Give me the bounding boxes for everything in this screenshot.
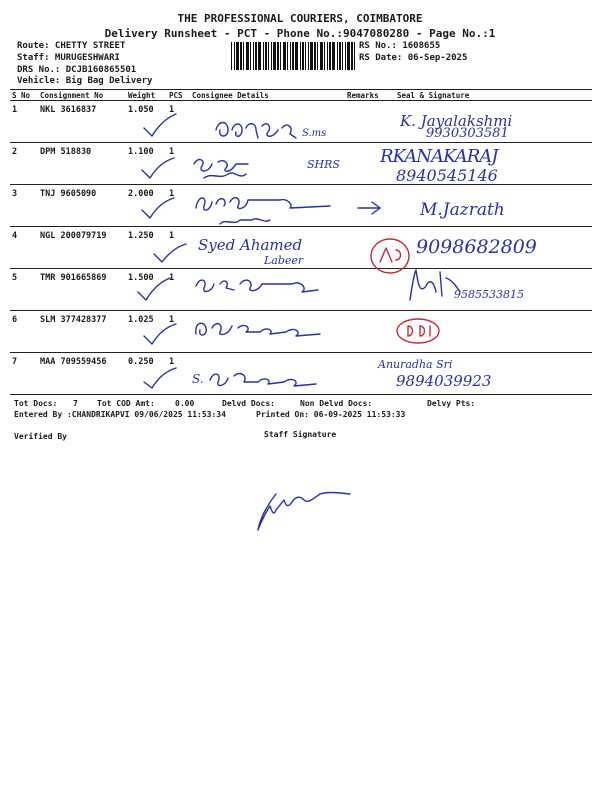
col-header-seal: Seal & Signature <box>385 90 592 101</box>
row-weight: 1.100 <box>126 143 167 185</box>
table-header-row <box>10 90 592 101</box>
delvd-docs-label: Delvd Docs: <box>222 399 275 408</box>
row-sno: 3 <box>10 185 38 227</box>
row-consignment: SLM 377428377 <box>38 311 126 353</box>
tot-cod-label: Tot COD Amt: <box>97 399 155 408</box>
row-consignee <box>190 143 345 185</box>
col-header-remarks: Remarks <box>345 90 385 101</box>
row-pcs: 1 <box>167 185 190 227</box>
table-row <box>10 143 592 185</box>
staff-label: Staff: MURUGESHWARI <box>17 53 120 63</box>
row-weight: 1.050 <box>126 101 167 143</box>
rs-number: RS No.: 1608655 <box>359 41 441 51</box>
consignee-handwriting: S.ms <box>302 128 327 139</box>
row-seal <box>385 185 592 227</box>
row-seal <box>385 311 592 353</box>
tot-docs-label: Tot Docs: <box>14 399 58 408</box>
rs-date: RS Date: 06-Sep-2025 <box>359 53 468 63</box>
row-remarks <box>345 227 385 269</box>
row-consignment: DPM 518830 <box>38 143 126 185</box>
verified-by-label: Verified By <box>14 432 67 441</box>
vehicle-label: Vehicle: Big Bag Delivery <box>17 76 153 86</box>
row-sno: 5 <box>10 269 38 311</box>
row-pcs: 1 <box>167 227 190 269</box>
col-header-consignment: Consignment No <box>38 90 126 101</box>
row-consignee <box>190 311 345 353</box>
row-pcs: 1 <box>167 101 190 143</box>
runsheet-table <box>10 89 592 395</box>
col-header-weight: Weight <box>126 90 167 101</box>
entered-by: Entered By :CHANDRIKAPVI 09/06/2025 11:53:34 <box>14 410 226 419</box>
col-header-sno: S No <box>10 90 38 101</box>
row-weight: 1.250 <box>126 227 167 269</box>
runsheet-subtitle: Delivery Runsheet - PCT - Phone No.:9047080280 - Page No.:1 <box>104 27 496 40</box>
receiver-phone-handwriting: 9585533815 <box>454 288 524 301</box>
row-remarks <box>345 101 385 143</box>
receiver-name-handwriting: Anuradha Sri <box>378 358 453 371</box>
table-row <box>10 185 592 227</box>
row-consignment: MAA 709559456 <box>38 353 126 395</box>
delvy-pts-label: Delvy Pts: <box>427 399 476 408</box>
tot-docs-value: 7 <box>73 399 78 408</box>
row-consignee <box>190 227 345 269</box>
row-remarks <box>345 185 385 227</box>
row-remarks <box>345 143 385 185</box>
row-remarks <box>345 269 385 311</box>
row-sno: 4 <box>10 227 38 269</box>
row-remarks <box>345 311 385 353</box>
receiver-phone-handwriting: 8940545146 <box>396 166 498 185</box>
receiver-phone-handwriting: 9098682809 <box>416 236 537 258</box>
row-seal <box>385 353 592 395</box>
table-row <box>10 227 592 269</box>
row-consignment: NGL 200079719 <box>38 227 126 269</box>
row-weight: 1.500 <box>126 269 167 311</box>
receiver-name-handwriting: K. Jayalakshmi <box>400 112 513 130</box>
row-seal <box>385 143 592 185</box>
row-pcs: 1 <box>167 269 190 311</box>
staff-signature-scribble <box>254 486 364 536</box>
row-consignment: TMR 901665869 <box>38 269 126 311</box>
row-sno: 6 <box>10 311 38 353</box>
company-name: THE PROFESSIONAL COURIERS, COIMBATORE <box>177 12 423 25</box>
row-sno: 2 <box>10 143 38 185</box>
row-consignee <box>190 185 345 227</box>
col-header-pcs: PCS <box>167 90 190 101</box>
row-sno: 7 <box>10 353 38 395</box>
row-weight: 2.000 <box>126 185 167 227</box>
row-seal <box>385 227 592 269</box>
row-weight: 1.025 <box>126 311 167 353</box>
consignee-handwriting: Labeer <box>264 254 304 267</box>
barcode <box>231 42 356 70</box>
row-consignee <box>190 101 345 143</box>
route-label: Route: CHETTY STREET <box>17 41 126 51</box>
row-consignment: TNJ 9605090 <box>38 185 126 227</box>
row-pcs: 1 <box>167 143 190 185</box>
table-row <box>10 353 592 395</box>
table-row <box>10 269 592 311</box>
receiver-phone-handwriting: 9930303581 <box>426 126 509 141</box>
row-sno: 1 <box>10 101 38 143</box>
row-consignment: NKL 3616837 <box>38 101 126 143</box>
row-seal <box>385 269 592 311</box>
receiver-name-handwriting: M.Jazrath <box>420 200 505 220</box>
drs-number: DRS No.: DCJB160865501 <box>17 65 137 75</box>
row-weight: 0.250 <box>126 353 167 395</box>
row-seal <box>385 101 592 143</box>
receiver-phone-handwriting: 9894039923 <box>396 372 492 390</box>
row-pcs: 1 <box>167 311 190 353</box>
consignee-handwriting: Syed Ahamed <box>198 236 303 254</box>
row-consignee <box>190 269 345 311</box>
consignee-handwriting: S. <box>192 372 204 386</box>
non-delvd-docs-label: Non Delvd Docs: <box>300 399 373 408</box>
tot-cod-value: 0.00 <box>175 399 195 408</box>
staff-signature-label: Staff Signature <box>264 430 337 439</box>
table-row <box>10 311 592 353</box>
col-header-consignee: Consignee Details <box>190 90 345 101</box>
row-pcs: 1 <box>167 353 190 395</box>
table-row <box>10 101 592 143</box>
printed-on: Printed On: 06-09-2025 11:53:33 <box>256 410 406 419</box>
row-remarks <box>345 353 385 395</box>
consignee-handwriting: SHRS <box>307 158 340 171</box>
row-consignee <box>190 353 345 395</box>
receiver-name-handwriting: RKANAKARAJ <box>380 146 498 167</box>
